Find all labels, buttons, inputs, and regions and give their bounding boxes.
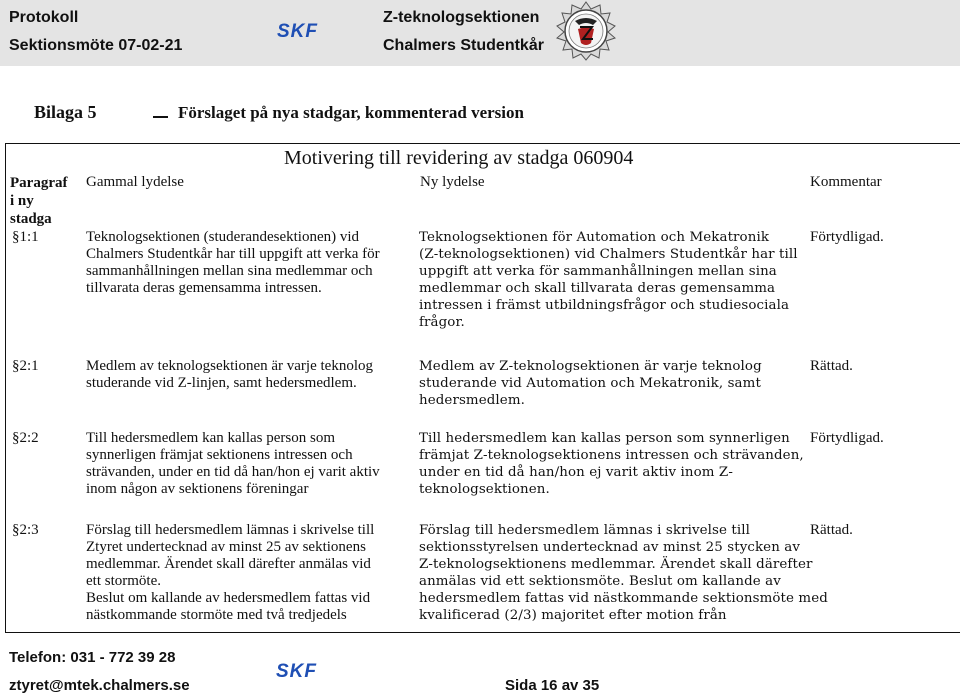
svg-text:SKF: SKF bbox=[277, 22, 318, 39]
footer-email: ztyret@mtek.chalmers.se bbox=[9, 677, 190, 694]
table-top-rule bbox=[5, 143, 960, 144]
column-header-new: Ny lydelse bbox=[420, 174, 485, 190]
skf-logo bbox=[276, 22, 340, 39]
header-section-name: Z-teknologsektionen bbox=[383, 9, 540, 26]
row-new-text: Medlem av Z-teknologsektionen är varje teknolog studerande vid Automation och Mekatronik, samt hedersmedlem. bbox=[419, 359, 762, 408]
row-comment: Förtydligad. bbox=[810, 229, 884, 245]
svg-text:SKF: SKF bbox=[276, 662, 317, 679]
column-header-comment: Kommentar bbox=[810, 174, 882, 190]
row-old-text: Teknologsektionen (studerandesektionen) vid Chalmers Studentkår har till uppgift att verka för sammanhållningen mellan sina medlemmar och tillvarata deras gemensamma intressen. bbox=[86, 229, 380, 296]
table-left-rule bbox=[5, 143, 6, 633]
row-paragraph: §2:1 bbox=[12, 358, 39, 374]
bilaga-label: Bilaga 5 bbox=[34, 102, 97, 122]
row-old-text: Förslag till hedersmedlem lämnas i skrivelse till Ztyret undertecknad av minst 25 av sektionens medlemmar. Ärendet skall därefter anmälas vid ett stormöte. Beslut om kallande av hedersmedlem fattas vid nästkommande stormöte med två tredjedels bbox=[86, 522, 375, 623]
header-meeting-date: Sektionsmöte 07-02-21 bbox=[9, 37, 183, 54]
row-comment: Rättad. bbox=[810, 358, 853, 374]
row-comment: Rättad. bbox=[810, 522, 853, 538]
header-union-name: Chalmers Studentkår bbox=[383, 37, 544, 54]
header-protocol: Protokoll bbox=[9, 9, 79, 26]
footer-page-number: Sida 16 av 35 bbox=[505, 677, 600, 694]
row-paragraph: §1:1 bbox=[12, 229, 39, 245]
row-new-text: Till hedersmedlem kan kallas person som synnerligen främjat Z-teknologsektionens intressen och strävanden, under en tid då han/hon ej varit aktiv inom Z- teknologsektionen. bbox=[419, 431, 804, 497]
table-caption: Motivering till revidering av stadga 060904 bbox=[284, 147, 634, 169]
row-paragraph: §2:3 bbox=[12, 522, 39, 538]
row-comment: Förtydligad. bbox=[810, 430, 884, 446]
page-header bbox=[0, 0, 960, 66]
table-bottom-rule bbox=[5, 632, 960, 633]
column-header-old: Gammal lydelse bbox=[86, 174, 184, 190]
document-title: Förslaget på nya stadgar, kommenterad version bbox=[178, 103, 524, 122]
column-header-paragraph: Paragraf i ny stadga bbox=[10, 175, 68, 227]
row-paragraph: §2:2 bbox=[12, 430, 39, 446]
row-new-text: Förslag till hedersmedlem lämnas i skrivelse till sektionsstyrelsen undertecknad av minst 25 stycken av Z-teknologsektionens medlemmar. Ärendet skall därefter anmälas vid ett sektionsmöte. Beslut om kallande av hedersmedlem fattas vid nästkommande sektionsmöte med kvalificerad (2/3) majoritet efter motion från bbox=[419, 523, 828, 623]
row-old-text: Medlem av teknologsektionen är varje teknolog studerande vid Z-linjen, samt hedersmedlem. bbox=[86, 358, 373, 391]
row-new-text: Teknologsektionen för Automation och Mekatronik (Z-teknologsektionen) vid Chalmers Studentkår har till uppgift att verka för sammanhållningen mellan sina medlemmar och skall tillvarata deras gemensamma intressen i främst utbildningsfrågor och studiesociala frågor. bbox=[419, 230, 798, 330]
row-old-text: Till hedersmedlem kan kallas person som synnerligen främjat sektionens intressen och strävanden, under en tid då han/hon ej varit aktiv inom någon av sektionens föreningar bbox=[86, 430, 380, 497]
footer-phone: Telefon: 031 - 772 39 28 bbox=[9, 649, 176, 666]
title-dash bbox=[153, 116, 168, 118]
z-section-emblem bbox=[556, 1, 616, 61]
skf-logo bbox=[275, 662, 339, 679]
